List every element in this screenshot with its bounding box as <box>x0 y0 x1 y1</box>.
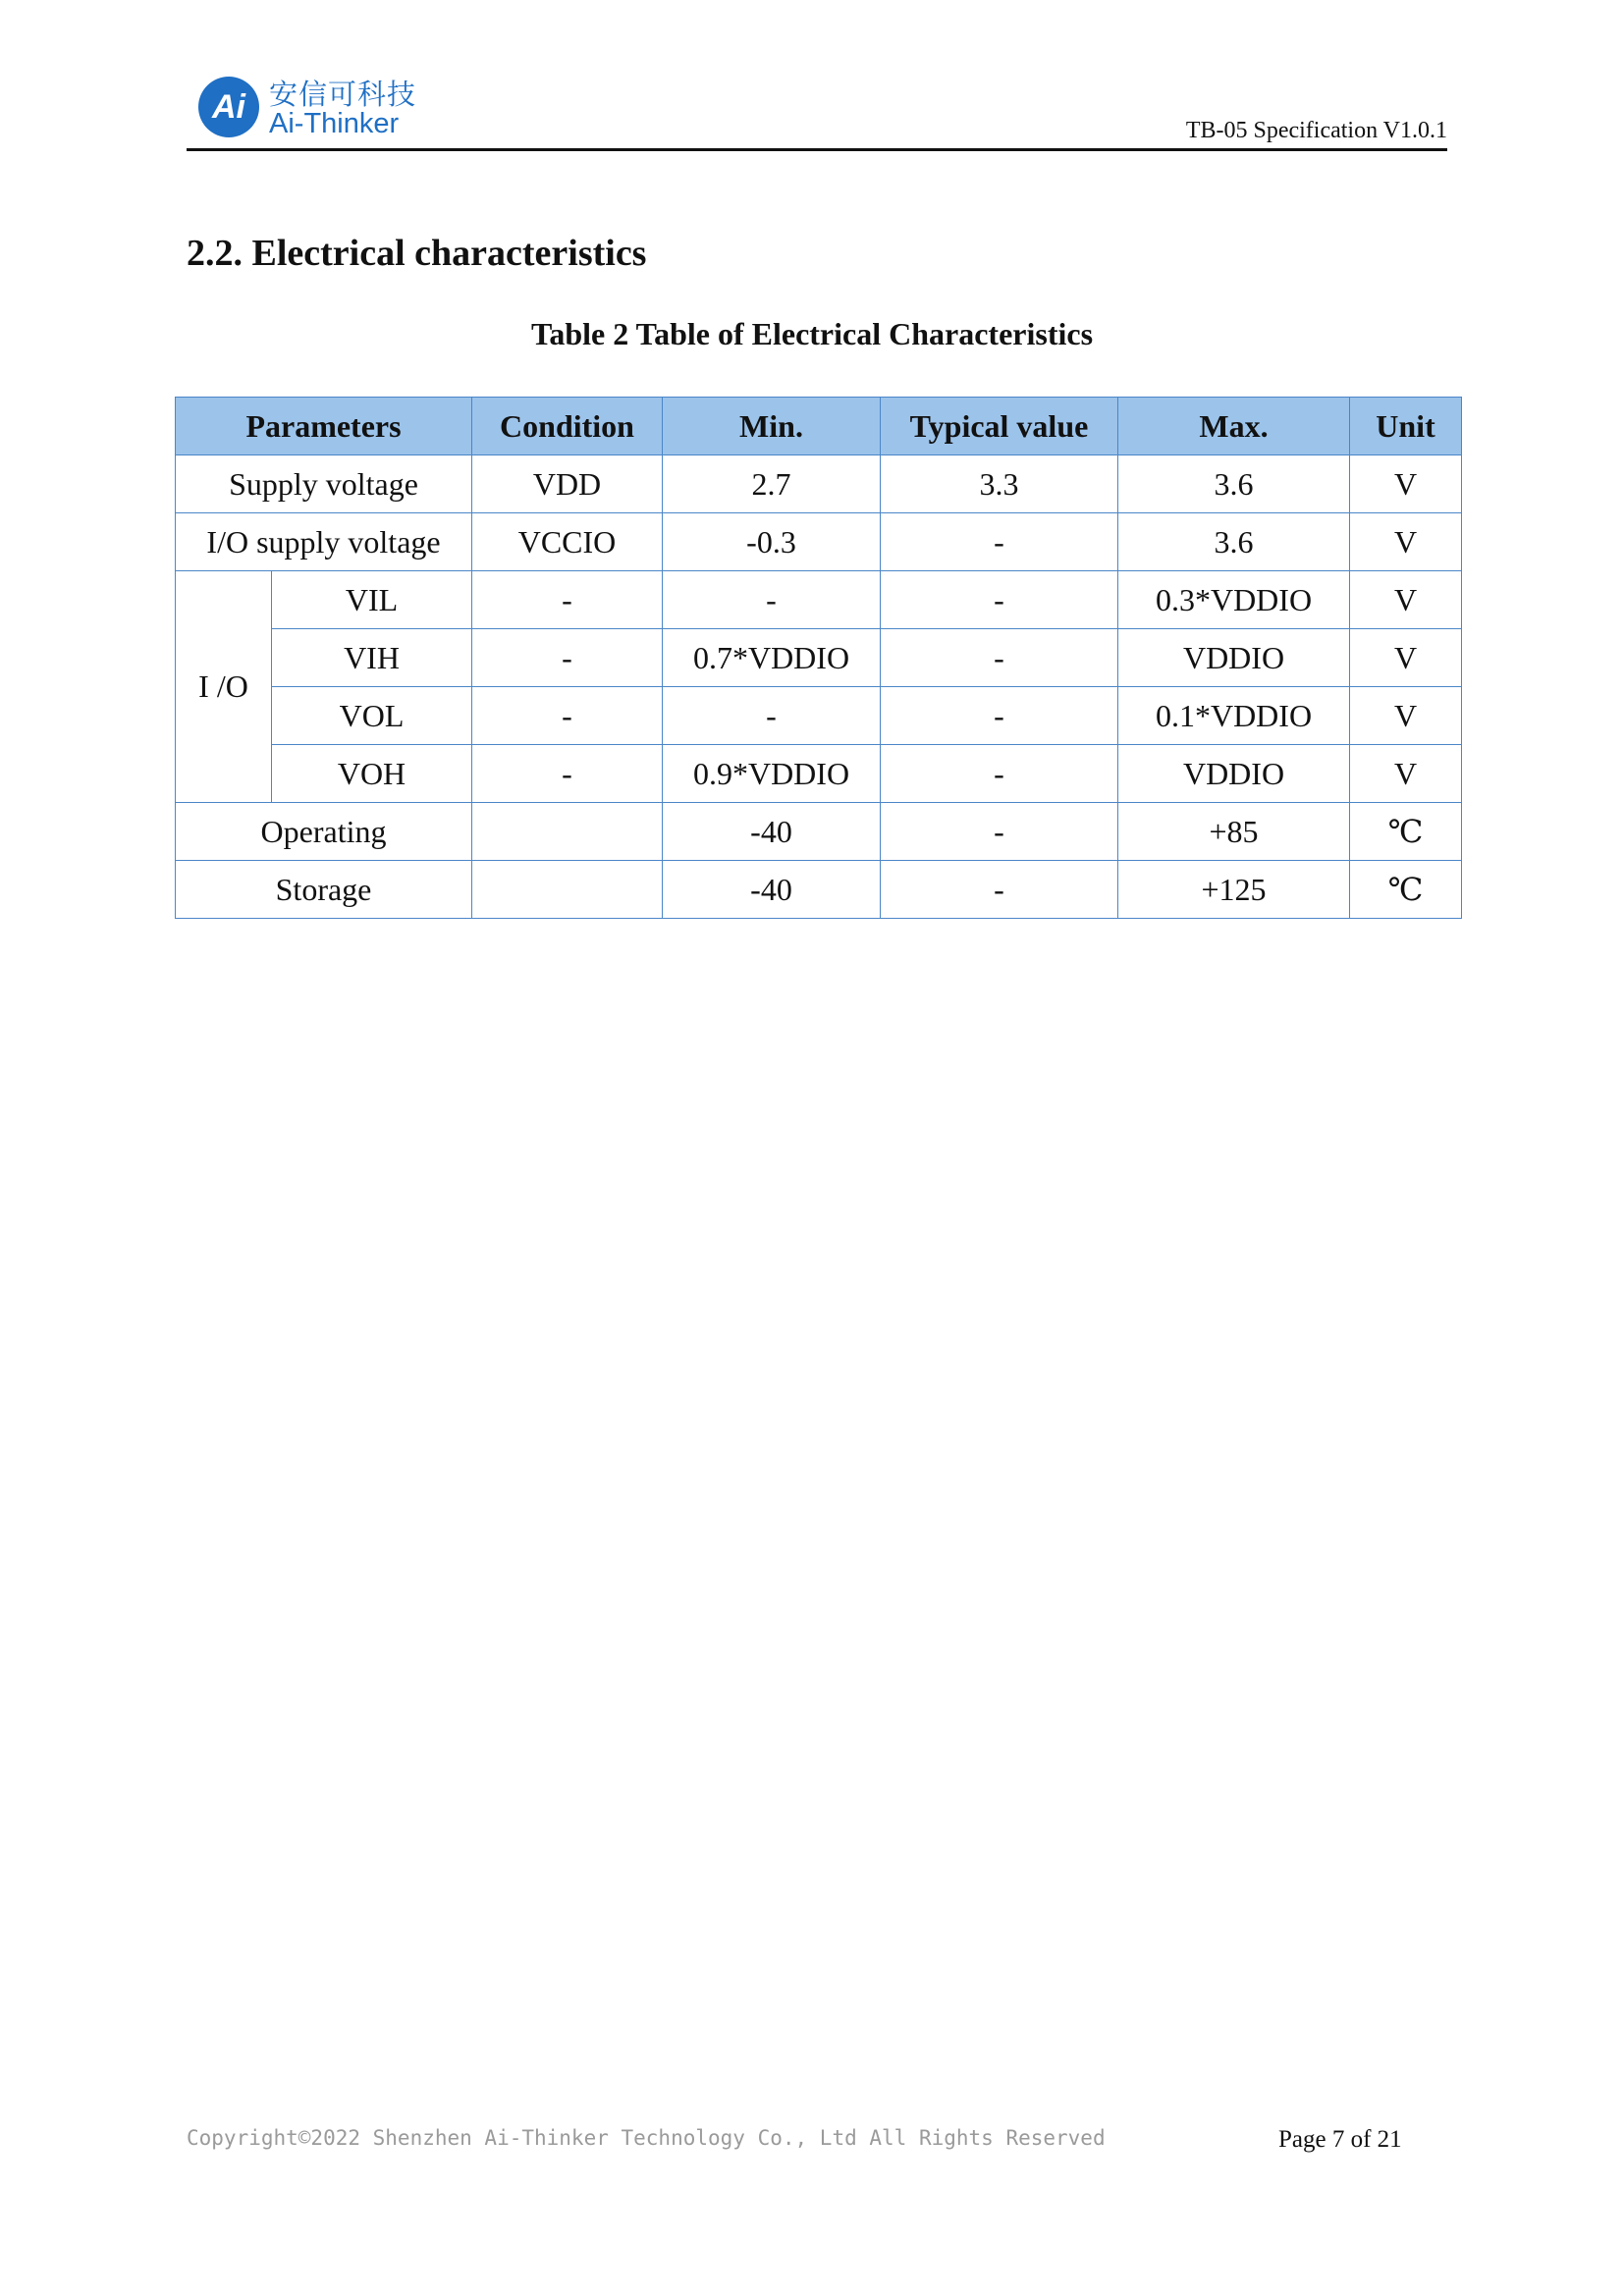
max-cell: 3.6 <box>1118 513 1350 571</box>
unit-cell: V <box>1350 687 1462 745</box>
table-header-row <box>176 398 1462 455</box>
table-row <box>176 861 1462 919</box>
table-row <box>176 571 1462 629</box>
max-cell: 0.1*VDDIO <box>1118 687 1350 745</box>
condition-cell: - <box>472 745 663 803</box>
document-title: TB-05 Specification V1.0.1 <box>1185 118 1447 143</box>
max-cell: +85 <box>1118 803 1350 861</box>
param-cell: I/O supply voltage <box>176 513 472 571</box>
condition-cell: VCCIO <box>472 513 663 571</box>
typical-cell: - <box>881 687 1118 745</box>
header-cell-condition: Condition <box>472 398 663 455</box>
logo-chinese-text: 安信可科技 <box>269 78 417 111</box>
header-cell-max: Max. <box>1118 398 1350 455</box>
unit-cell: V <box>1350 455 1462 513</box>
typical-cell: - <box>881 571 1118 629</box>
table-row <box>176 687 1462 745</box>
typical-cell: - <box>881 861 1118 919</box>
table-row <box>176 455 1462 513</box>
min-cell: - <box>663 571 881 629</box>
section-heading: 2.2. Electrical characteristics <box>187 233 647 274</box>
page-number: Page 7 of 21 <box>1278 2126 1402 2153</box>
io-group-label: I /O <box>176 571 272 803</box>
typical-cell: 3.3 <box>881 455 1118 513</box>
sub-param-cell: VIH <box>272 629 472 687</box>
unit-cell: ℃ <box>1350 861 1462 919</box>
typical-cell: - <box>881 629 1118 687</box>
header-cell-parameters: Parameters <box>176 398 472 455</box>
unit-cell: V <box>1350 513 1462 571</box>
min-cell: 0.7*VDDIO <box>663 629 881 687</box>
max-cell: VDDIO <box>1118 629 1350 687</box>
table-row <box>176 803 1462 861</box>
max-cell: 3.6 <box>1118 455 1350 513</box>
condition-cell: - <box>472 571 663 629</box>
footer-copyright: Copyright©2022 Shenzhen Ai-Thinker Technology Co., Ltd All Rights Reserved <box>187 2126 1106 2150</box>
table-caption: Table 2 Table of Electrical Characteristics <box>530 316 1094 351</box>
typical-cell: - <box>881 745 1118 803</box>
header-cell-unit: Unit <box>1350 398 1462 455</box>
logo-mark: Ai <box>198 77 259 137</box>
min-cell: 0.9*VDDIO <box>663 745 881 803</box>
logo-english-text: Ai-Thinker <box>269 108 400 139</box>
condition-cell <box>472 861 663 919</box>
table-row <box>176 745 1462 803</box>
unit-cell: V <box>1350 745 1462 803</box>
max-cell: VDDIO <box>1118 745 1350 803</box>
sub-param-cell: VIL <box>272 571 472 629</box>
header-divider <box>187 148 1447 151</box>
min-cell: -40 <box>663 803 881 861</box>
electrical-characteristics-table <box>175 397 1462 919</box>
unit-cell: V <box>1350 571 1462 629</box>
min-cell: -0.3 <box>663 513 881 571</box>
sub-param-cell: VOL <box>272 687 472 745</box>
header-cell-typical: Typical value <box>881 398 1118 455</box>
header-cell-min: Min. <box>663 398 881 455</box>
page-header <box>187 73 1447 151</box>
condition-cell: - <box>472 687 663 745</box>
max-cell: 0.3*VDDIO <box>1118 571 1350 629</box>
min-cell: 2.7 <box>663 455 881 513</box>
unit-cell: ℃ <box>1350 803 1462 861</box>
table-row <box>176 513 1462 571</box>
min-cell: -40 <box>663 861 881 919</box>
param-cell: Operating <box>176 803 472 861</box>
typical-cell: - <box>881 803 1118 861</box>
condition-cell: VDD <box>472 455 663 513</box>
max-cell: +125 <box>1118 861 1350 919</box>
typical-cell: - <box>881 513 1118 571</box>
condition-cell: - <box>472 629 663 687</box>
ai-thinker-logo <box>187 73 422 146</box>
param-cell: Supply voltage <box>176 455 472 513</box>
param-cell: Storage <box>176 861 472 919</box>
condition-cell <box>472 803 663 861</box>
table-row <box>176 629 1462 687</box>
sub-param-cell: VOH <box>272 745 472 803</box>
min-cell: - <box>663 687 881 745</box>
unit-cell: V <box>1350 629 1462 687</box>
